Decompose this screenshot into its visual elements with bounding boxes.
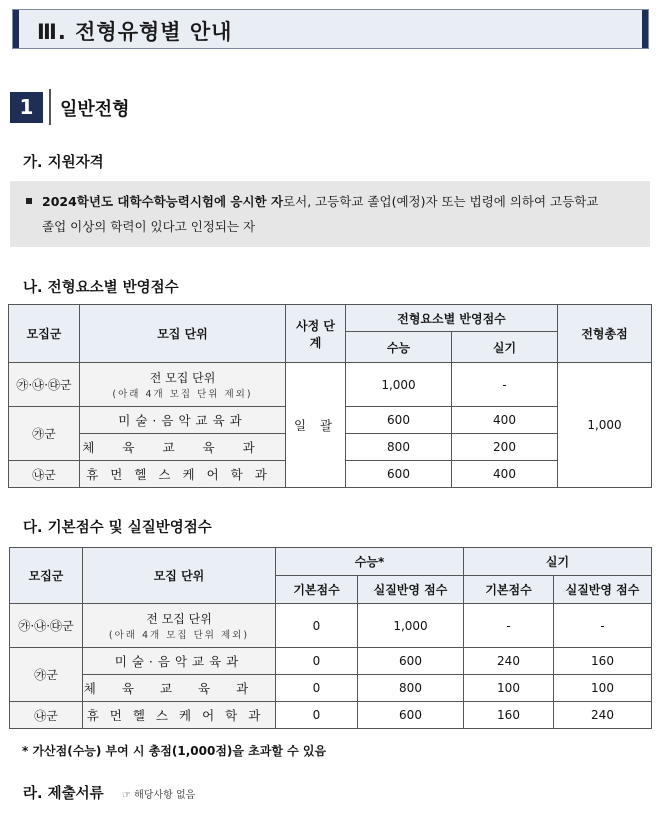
eligibility-line-2: 졸업 이상의 학력이 있다고 인정되는 자	[42, 219, 256, 234]
na-row-unit: 휴먼헬스케어학과	[80, 461, 286, 488]
heading-na: 나. 전형요소별 반영점수	[23, 280, 179, 296]
da-header-suneung: 수능*	[276, 548, 464, 576]
banner-left-bar	[13, 10, 19, 48]
na-row-unit	[80, 363, 286, 407]
na-row-unit: 체육교육과	[80, 434, 286, 461]
score-table-da	[9, 547, 652, 729]
da-row-p-base: 160	[464, 702, 554, 729]
eligibility-box	[10, 181, 650, 247]
subsection-divider	[49, 89, 51, 125]
da-row-s-base: 0	[276, 648, 358, 675]
na-stage-value: 일 괄	[286, 363, 346, 488]
da-row-p-actual: -	[554, 604, 652, 648]
da-row-group: ㉮군	[10, 648, 83, 702]
eligibility-rest: 로서, 고등학교 졸업(예정)자 또는 법령에 의하여 고등학교	[283, 194, 599, 209]
na-header-suneung: 수능	[346, 332, 452, 363]
da-row-s-base: 0	[276, 675, 358, 702]
da-row-p-base: 240	[464, 648, 554, 675]
da-row-p-actual: 160	[554, 648, 652, 675]
da-row-unit: 휴먼헬스케어학과	[83, 702, 276, 729]
subsection-number: 1	[10, 92, 43, 123]
na-header-stage: 사정 단계	[286, 305, 346, 363]
na-row-practical: -	[452, 363, 558, 407]
da-row-unit: 체육교육과	[83, 675, 276, 702]
da-row-unit	[83, 604, 276, 648]
na-total-value: 1,000	[558, 363, 652, 488]
eligibility-line-1	[42, 192, 598, 210]
na-row-suneung: 600	[346, 461, 452, 488]
da-row-group: ㉯군	[10, 702, 83, 729]
ra-note: ☞ 해당사항 없음	[122, 790, 196, 801]
na-row-group: ㉮·㉯·㉰군	[9, 363, 80, 407]
heading-ga: 가. 지원자격	[23, 155, 104, 171]
na-header-practical: 실기	[452, 332, 558, 363]
na-row-unit-name: 전 모집 단위	[149, 371, 216, 385]
na-row-suneung: 800	[346, 434, 452, 461]
da-header-p-actual: 실질반영 점수	[554, 576, 652, 604]
score-table-na	[8, 304, 652, 488]
da-row-s-base: 0	[276, 702, 358, 729]
na-row-practical: 400	[452, 407, 558, 434]
heading-da: 다. 기본점수 및 실질반영점수	[23, 520, 212, 536]
da-row-unit-name: 전 모집 단위	[146, 612, 212, 626]
da-row-s-actual: 600	[358, 648, 464, 675]
subsection-title: 일반전형	[60, 99, 130, 120]
da-header-group: 모집군	[10, 548, 83, 604]
da-header-unit: 모집 단위	[83, 548, 276, 604]
banner-right-bar	[642, 10, 648, 48]
na-row-practical: 200	[452, 434, 558, 461]
da-row-group: ㉮·㉯·㉰군	[10, 604, 83, 648]
da-row-unit-note: (아래 4개 모집 단위 제외)	[108, 630, 250, 641]
heading-ra: 라. 제출서류	[23, 786, 104, 802]
section-title: Ⅲ. 전형유형별 안내	[37, 20, 233, 44]
na-row-practical: 400	[452, 461, 558, 488]
da-row-p-base: -	[464, 604, 554, 648]
na-row-group: ㉮군	[9, 407, 80, 461]
na-row-unit-note: (아래 4개 모집 단위 제외)	[112, 389, 253, 400]
da-row-s-actual: 600	[358, 702, 464, 729]
section-banner	[12, 9, 649, 49]
na-header-unit: 모집 단위	[80, 305, 286, 363]
da-row-s-actual: 1,000	[358, 604, 464, 648]
na-row-unit: 미술·음악교육과	[80, 407, 286, 434]
da-header-p-base: 기본점수	[464, 576, 554, 604]
square-bullet-icon	[26, 198, 32, 204]
na-row-suneung: 1,000	[346, 363, 452, 407]
da-row-unit: 미술·음악교육과	[83, 648, 276, 675]
da-row-s-base: 0	[276, 604, 358, 648]
na-header-group: 모집군	[9, 305, 80, 363]
da-row-p-base: 100	[464, 675, 554, 702]
da-row-p-actual: 240	[554, 702, 652, 729]
na-header-total: 전형총점	[558, 305, 652, 363]
da-row-p-actual: 100	[554, 675, 652, 702]
da-header-s-base: 기본점수	[276, 576, 358, 604]
da-header-practical: 실기	[464, 548, 652, 576]
eligibility-bold: 2024학년도 대학수학능력시험에 응시한 자	[42, 194, 284, 209]
na-row-group: ㉯군	[9, 461, 80, 488]
footnote: * 가산점(수능) 부여 시 총점(1,000점)을 초과할 수 있음	[22, 744, 327, 758]
na-row-suneung: 600	[346, 407, 452, 434]
da-header-s-actual: 실질반영 점수	[358, 576, 464, 604]
da-row-s-actual: 800	[358, 675, 464, 702]
na-header-elements: 전형요소별 반영점수	[346, 305, 558, 332]
